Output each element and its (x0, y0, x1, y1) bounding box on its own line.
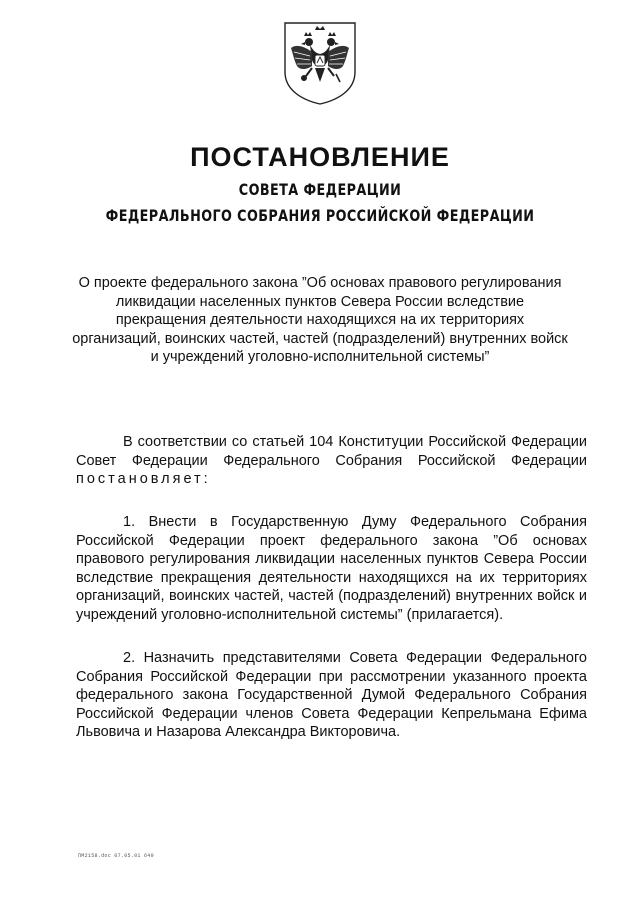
clause-1-paragraph: 1. Внести в Государственную Думу Федерального Собрания Российской Федерации проект федерального закона ”Об основах правового регулирования ликвидации населенных пунктов Севера России вследствие прекращения деятельности находящихся на их территориях организаций, воинских частей, частей (подразделений) внутренних войск и учреждений уголовно-исполнительной системы” (прилагается). (76, 514, 587, 623)
issuing-body-line-2: ФЕДЕРАЛЬНОГО СОБРАНИЯ РОССИЙСКОЙ ФЕДЕРАЦИИ (105, 206, 535, 225)
preamble-text: В соответствии со статьей 104 Конституции Российской Федерации Совет Федерации Федерального Собрания Российской Федерации (76, 434, 587, 469)
clause-2-paragraph: 2. Назначить представителями Совета Федерации Федерального Собрания Российской Федерации при рассмотрении указанного проекта федерального закона Государственной Думой Федерального Собрания Российской Федерации членов Совета Федерации Кепрельмана Ефима Львовича и Назарова Александра Викторовича. (76, 650, 587, 740)
resolves-verb: постановляет: (76, 471, 211, 487)
resolution-subject: О проекте федерального закона ”Об основах правового регулирования ликвидации населенных пунктов Севера России вследствие прекращения деятельности находящихся на их территориях организаций, воинских частей, частей (подразделений) внутренних войск и учреждений уголовно-исполнительной системы” (72, 275, 568, 365)
double-headed-eagle-emblem-icon (282, 20, 358, 106)
document-title: ПОСТАНОВЛЕНИЕ (190, 142, 450, 172)
issuing-body-line-1: СОВЕТА ФЕДЕРАЦИИ (238, 180, 402, 199)
document-file-code: ПМ2158.doc 07.05.01 649 (78, 853, 154, 859)
preamble-paragraph (76, 433, 587, 489)
